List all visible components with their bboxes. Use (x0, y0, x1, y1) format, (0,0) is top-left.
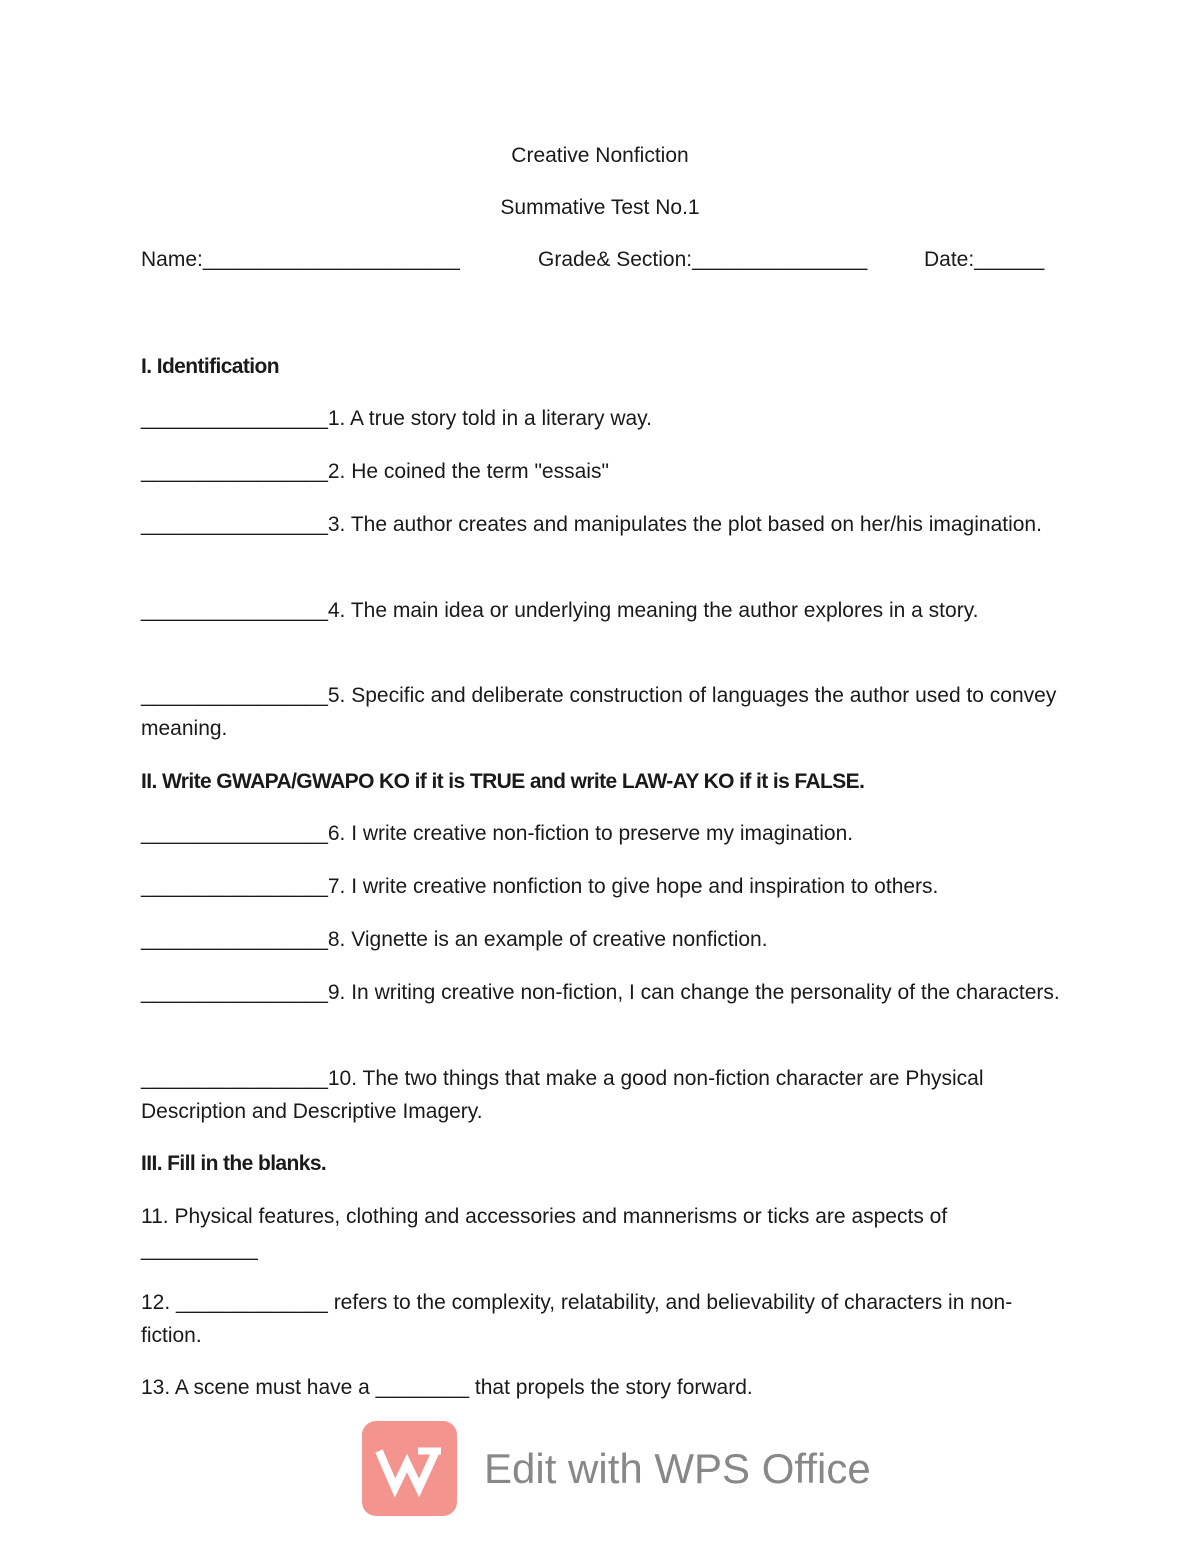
question-item: 11. Physical features, clothing and accessories and mannerisms or ticks are aspects of __________ (141, 1205, 954, 1261)
question-item: ________________6. I write creative non-fiction to preserve my imagination. (141, 822, 854, 845)
wps-logo-icon[interactable] (362, 1421, 457, 1516)
student-info-line (141, 246, 1071, 386)
question-item: 13. A scene must have a ________ that propels the story forward. (141, 1376, 753, 1399)
question-item: ________________5. Specific and deliberate construction of languages the author used to convey meaning. (141, 684, 1063, 740)
question-item: ________________2. He coined the term "essais" (141, 460, 609, 483)
question-item: ________________8. Vignette is an example of creative nonfiction. (141, 928, 768, 951)
question-item: 12. _____________ refers to the complexity, relatability, and believability of characters in non-fiction. (141, 1291, 1013, 1347)
question-item: ________________3. The author creates and manipulates the plot based on her/his imagination. (141, 513, 1042, 536)
name-field: Name:______________________ (141, 248, 460, 271)
date-field: Date:______ (924, 248, 1045, 271)
section-heading-fill-blanks: III. Fill in the blanks. (141, 1152, 327, 1175)
section-heading-true-false: II. Write GWAPA/GWAPO KO if it is TRUE and write LAW-AY KO if it is FALSE. (141, 770, 865, 793)
grade-section-field: Grade& Section:_______________ (538, 248, 868, 271)
edit-with-wps-link[interactable]: Edit with WPS Office (484, 1445, 871, 1492)
document-title: Creative Nonfiction (511, 144, 689, 167)
question-item: ________________9. In writing creative non-fiction, I can change the personality of the characters. (141, 981, 1060, 1004)
question-item: ________________7. I write creative nonfiction to give hope and inspiration to others. (141, 875, 939, 898)
document-subtitle: Summative Test No.1 (500, 196, 700, 219)
section-heading-identification: I. Identification (141, 355, 279, 378)
question-item: ________________1. A true story told in a literary way. (141, 407, 652, 430)
question-item: ________________4. The main idea or underlying meaning the author explores in a story. (141, 599, 979, 622)
question-item: ________________10. The two things that make a good non-fiction character are Physical Description and Descriptive Imagery. (141, 1067, 990, 1123)
